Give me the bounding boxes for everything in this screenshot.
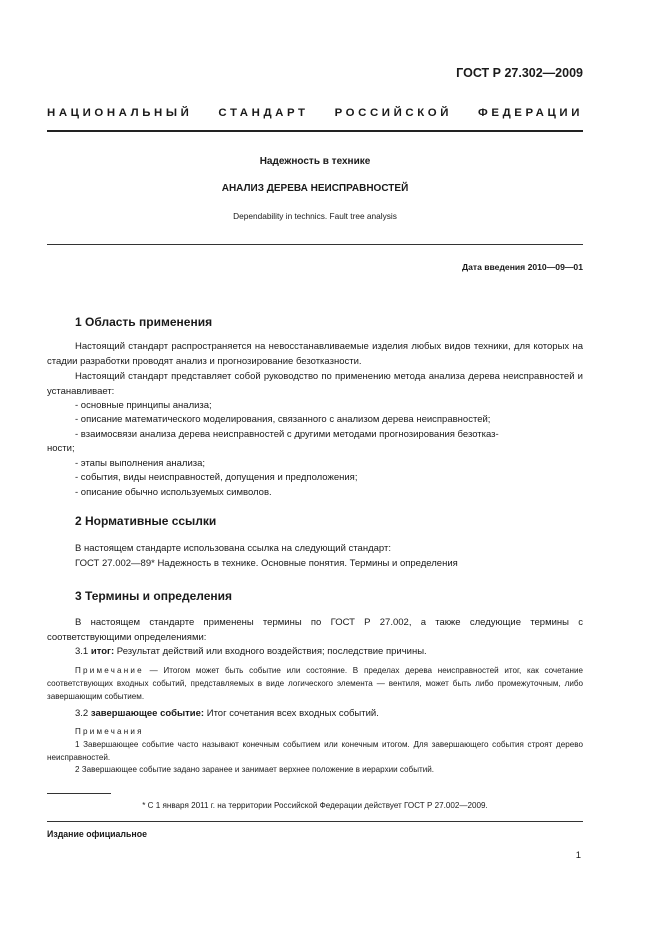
english-title: Dependability in technics. Fault tree analysis bbox=[233, 211, 397, 221]
note-label: Примечание bbox=[75, 666, 144, 675]
section-1-paragraph-1: Настоящий стандарт распространяется на невосстанавливаемые изделия любых видов техники, для которых на стадии разработки проводят анализ и прогнозирование безотказности. bbox=[47, 341, 583, 367]
footer-rule bbox=[47, 821, 583, 822]
footnote-rule bbox=[47, 793, 111, 794]
header-rule bbox=[47, 130, 583, 132]
section-1-heading: 1 Область применения bbox=[75, 315, 213, 329]
introduction-date: Дата введения 2010—09—01 bbox=[461, 262, 583, 272]
section-1-paragraph-2: Настоящий стандарт представляет собой руководство по применению метода анализа дерева неисправностей и устанавливает: bbox=[47, 371, 583, 397]
section-2-paragraph: В настоящем стандарте использована ссылка на следующий стандарт: bbox=[75, 543, 391, 554]
national-standard-banner: НАЦИОНАЛЬНЫЙ СТАНДАРТ РОССИЙСКОЙ ФЕДЕРАЦИИ bbox=[47, 107, 583, 119]
term-3-1 bbox=[75, 645, 427, 660]
normative-reference: ГОСТ 27.002—89* Надежность в технике. Основные понятия. Термины и определения bbox=[75, 558, 458, 569]
standard-code: ГОСТ Р 27.302—2009 bbox=[456, 66, 583, 80]
term-number: 3.2 bbox=[75, 708, 89, 719]
list-item: - основные принципы анализа; bbox=[75, 400, 212, 411]
page-number: 1 bbox=[575, 850, 581, 861]
section-3-paragraph: В настоящем стандарте применены термины по ГОСТ Р 27.002, а также следующие термины с соответствующими определениями: bbox=[47, 617, 583, 643]
term-number: 3.1 bbox=[75, 646, 89, 657]
notes-label: Примечания bbox=[75, 727, 144, 736]
list-item: - описание математического моделирования, связанного с анализом дерева неисправностей; bbox=[75, 414, 491, 425]
list-item: - этапы выполнения анализа; bbox=[75, 458, 206, 469]
footnote: * С 1 января 2011 г. на территории Российской Федерации действует ГОСТ Р 27.002—2009. bbox=[142, 801, 488, 810]
term-definition: Итог сочетания всех входных событий. bbox=[206, 708, 379, 719]
term-3-2-note-2: 2 Завершающее событие задано заранее и занимает верхнее положение в иерархии событий. bbox=[75, 765, 435, 774]
section-3-heading: 3 Термины и определения bbox=[75, 589, 233, 603]
list-item: - взаимосвязи анализа дерева неисправностей с другими методами прогнозирования безотказ- bbox=[75, 429, 499, 440]
term-definition: Результат действий или входного воздействия; последствие причины. bbox=[116, 646, 427, 657]
term-name: итог: bbox=[90, 646, 115, 657]
list-item-continuation: ности; bbox=[47, 443, 75, 454]
note-text: — Итогом может быть событие или состояние. В пределах дерева неисправностей итог, как сочетание соответствующих входных событий, представляемых в виде логического элемента — вентиля, может быть либо промежуточным, либо завершающим событием. bbox=[47, 666, 583, 701]
term-3-1-note bbox=[47, 664, 583, 703]
list-item: - события, виды неисправностей, допущения и предположения; bbox=[75, 472, 358, 483]
category-title: Надежность в технике bbox=[259, 156, 371, 167]
term-3-2 bbox=[75, 707, 379, 722]
term-3-2-note-1: 1 Завершающее событие часто называют конечным событием или конечным итогом. Для завершающего события строят дерево неисправностей. bbox=[47, 740, 583, 762]
term-name: завершающее событие: bbox=[90, 708, 205, 719]
official-edition-label: Издание официальное bbox=[47, 829, 147, 839]
list-item: - описание обычно используемых символов. bbox=[75, 487, 272, 498]
main-title: АНАЛИЗ ДЕРЕВА НЕИСПРАВНОСТЕЙ bbox=[221, 183, 409, 194]
title-rule bbox=[47, 244, 583, 245]
section-2-heading: 2 Нормативные ссылки bbox=[75, 514, 217, 528]
